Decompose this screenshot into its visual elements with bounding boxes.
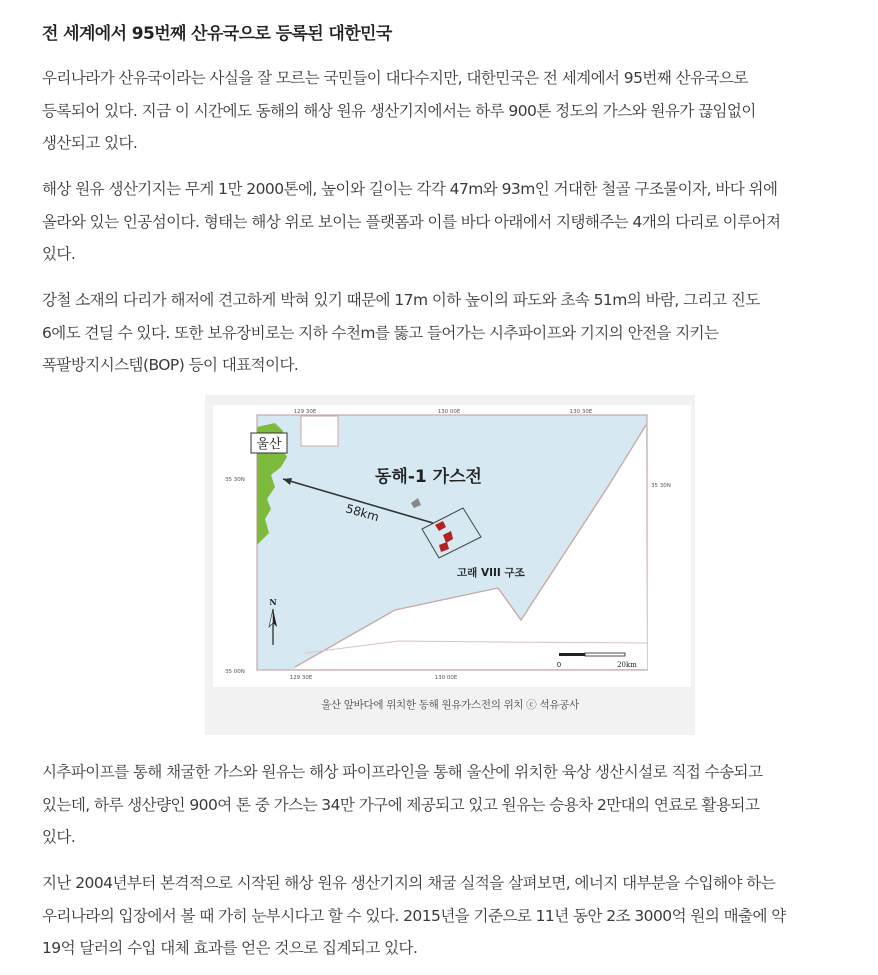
paragraph-line: 우리나라가 산유국이라는 사실을 잘 모르는 국민들이 대다수지만, 대한민국은 전 세계에서 95번째 산유국으로 <box>42 69 748 87</box>
paragraph-line: 올라와 있는 인공섬이다. 형태는 해상 위로 보이는 플랫폼과 이를 바다 아래에서 지탱해주는 4개의 다리로 이루어져 <box>42 212 781 231</box>
paragraph-line: 생산되고 있다. <box>42 134 138 152</box>
paragraph-4 <box>42 756 862 854</box>
paragraph-line: 해상 원유 생산기지는 무게 1만 2000톤에, 높이와 길이는 각각 47m와 93m인 거대한 철골 구조물이자, 바다 위에 <box>42 180 778 198</box>
figure-caption: 울산 앞바다에 위치한 동해 원유가스전의 위치 ⓒ 석유공사 <box>321 699 579 711</box>
tick-label: 129 30E <box>293 409 317 415</box>
inset-box <box>301 416 338 446</box>
paragraph-line: 우리나라의 입장에서 볼 때 가히 눈부시다고 할 수 있다. 2015년을 기준으로 11년 동안 2조 3000억 원의 매출에 약 <box>42 906 786 925</box>
scale-start-label: 0 <box>556 661 562 669</box>
paragraph-line: 폭팔방지시스템(BOP) 등이 대표적이다. <box>42 356 299 374</box>
tick-label: 35 30N <box>225 477 245 483</box>
paragraph-line: 강철 소재의 다리가 해저에 견고하게 박혀 있기 때문에 17m 이하 높이의 파도와 초속 51m의 바람, 그리고 진도 <box>42 291 760 309</box>
north-label: N <box>269 597 277 607</box>
city-label: 울산 <box>256 437 282 452</box>
tick-label: 130 00E <box>434 675 458 681</box>
tick-label: 35 00N <box>225 669 245 675</box>
article-title: 전 세계에서 95번째 산유국으로 등록된 대한민국 <box>42 24 392 44</box>
paragraph-1 <box>42 62 862 160</box>
paragraph-line: 지난 2004년부터 본격적으로 시작된 해상 원유 생산기지의 채굴 실적을 살펴보면, 에너지 대부분을 수입해야 하는 <box>42 874 776 892</box>
paragraph-line: 등록되어 있다. 지금 이 시간에도 동해의 해상 원유 생산기지에서는 하루 900톤 정도의 가스와 원유가 끊임없이 <box>42 101 756 120</box>
paragraph-line: 6에도 견딜 수 있다. 또한 보유장비로는 지하 수천m를 뚫고 들어가는 시추파이프와 기지의 안전을 지키는 <box>42 323 719 342</box>
paragraph-5 <box>42 867 862 965</box>
map-frame <box>213 405 691 687</box>
structure-label: 고래 VIII 구조 <box>457 567 525 579</box>
distance-label: 58km <box>344 501 381 525</box>
paragraph-2 <box>42 173 862 271</box>
paragraph-line: 시추파이프를 통해 채굴한 가스와 원유는 해상 파이프라인을 통해 울산에 위치한 육상 생산시설로 직접 수송되고 <box>42 763 763 781</box>
paragraph-line: 있다. <box>42 828 76 846</box>
paragraph-3 <box>42 284 862 382</box>
gas-field-map <box>213 405 691 687</box>
tick-label: 129 30E <box>289 675 313 681</box>
tick-label: 130 30E <box>569 409 593 415</box>
tick-label: 130 00E <box>437 409 461 415</box>
paragraph-line: 있다. <box>42 245 76 263</box>
map-figure <box>205 395 695 735</box>
paragraph-line: 19억 달러의 수입 대체 효과를 얻은 것으로 집계되고 있다. <box>42 939 418 957</box>
scale-end-label: 20km <box>617 661 637 669</box>
field-label: 동해-1 가스전 <box>375 467 482 487</box>
scale-bar <box>559 653 625 656</box>
paragraph-line: 있는데, 하루 생산량인 900여 톤 중 가스는 34만 가구에 제공되고 있고 원유는 승용차 2만대의 연료로 활용되고 <box>42 795 760 814</box>
tick-label: 35 30N <box>651 483 671 489</box>
